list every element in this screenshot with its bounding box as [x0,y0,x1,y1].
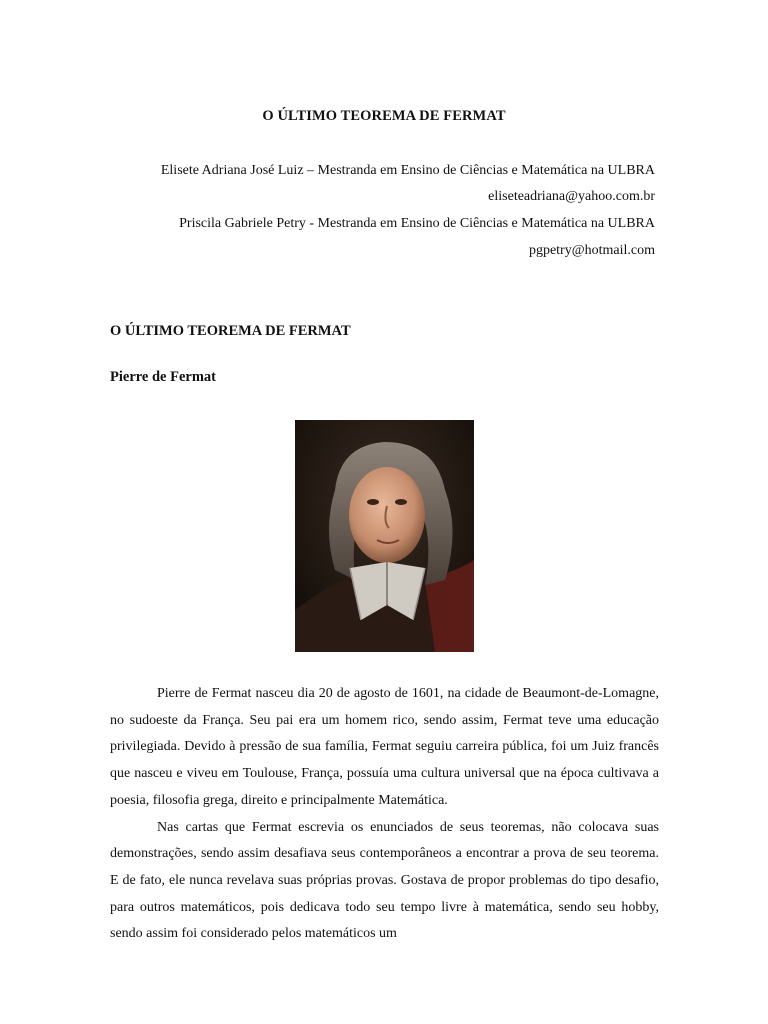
author-line-1: Elisete Adriana José Luiz – Mestranda em Ensino de Ciências e Matemática na ULBRA [160,163,655,178]
document-title: O ÚLTIMO TEOREMA DE FERMAT [262,108,506,124]
author-line-2: Priscila Gabriele Petry - Mestranda em Ensino de Ciências e Matemática na ULBRA [179,216,655,231]
paragraph-1: Pierre de Fermat nasceu dia 20 de agosto de 1601, na cidade de Beaumont-de-Lomagne, no sudoeste da França. Seu pai era um homem rico, sendo assim, Fermat teve uma educação privilegiada. Devido à pressão de sua família, Fermat seguiu carreira pública, foi um Juiz francês que nasceu e viveu em Toulouse, França, possuía uma cultura universal que na época cultivava a poesia, filosofia grega, direito e principalmente Matemática. [110,686,659,808]
section-heading: O ÚLTIMO TEOREMA DE FERMAT [110,323,351,339]
fermat-portrait [295,420,474,652]
paragraph-2: Nas cartas que Fermat escrevia os enunciados de seus teoremas, não colocava suas demonstrações, sendo assim desafiava seus contemporâneos a encontrar a prova de seu teorema. E de fato, ele nunca revelava suas próprias provas. Gostava de propor problemas do tipo desafio, para outros matemáticos, pois dedicava todo seu tempo livre à matemática, sendo seu hobby, sendo assim foi considerado pelos matemáticos um [110,819,659,942]
author-email-2: pgpetry@hotmail.com [528,243,655,258]
body-text [110,681,659,948]
author-email-1: eliseteadriana@yahoo.com.br [488,189,655,204]
subsection-heading: Pierre de Fermat [110,369,217,385]
